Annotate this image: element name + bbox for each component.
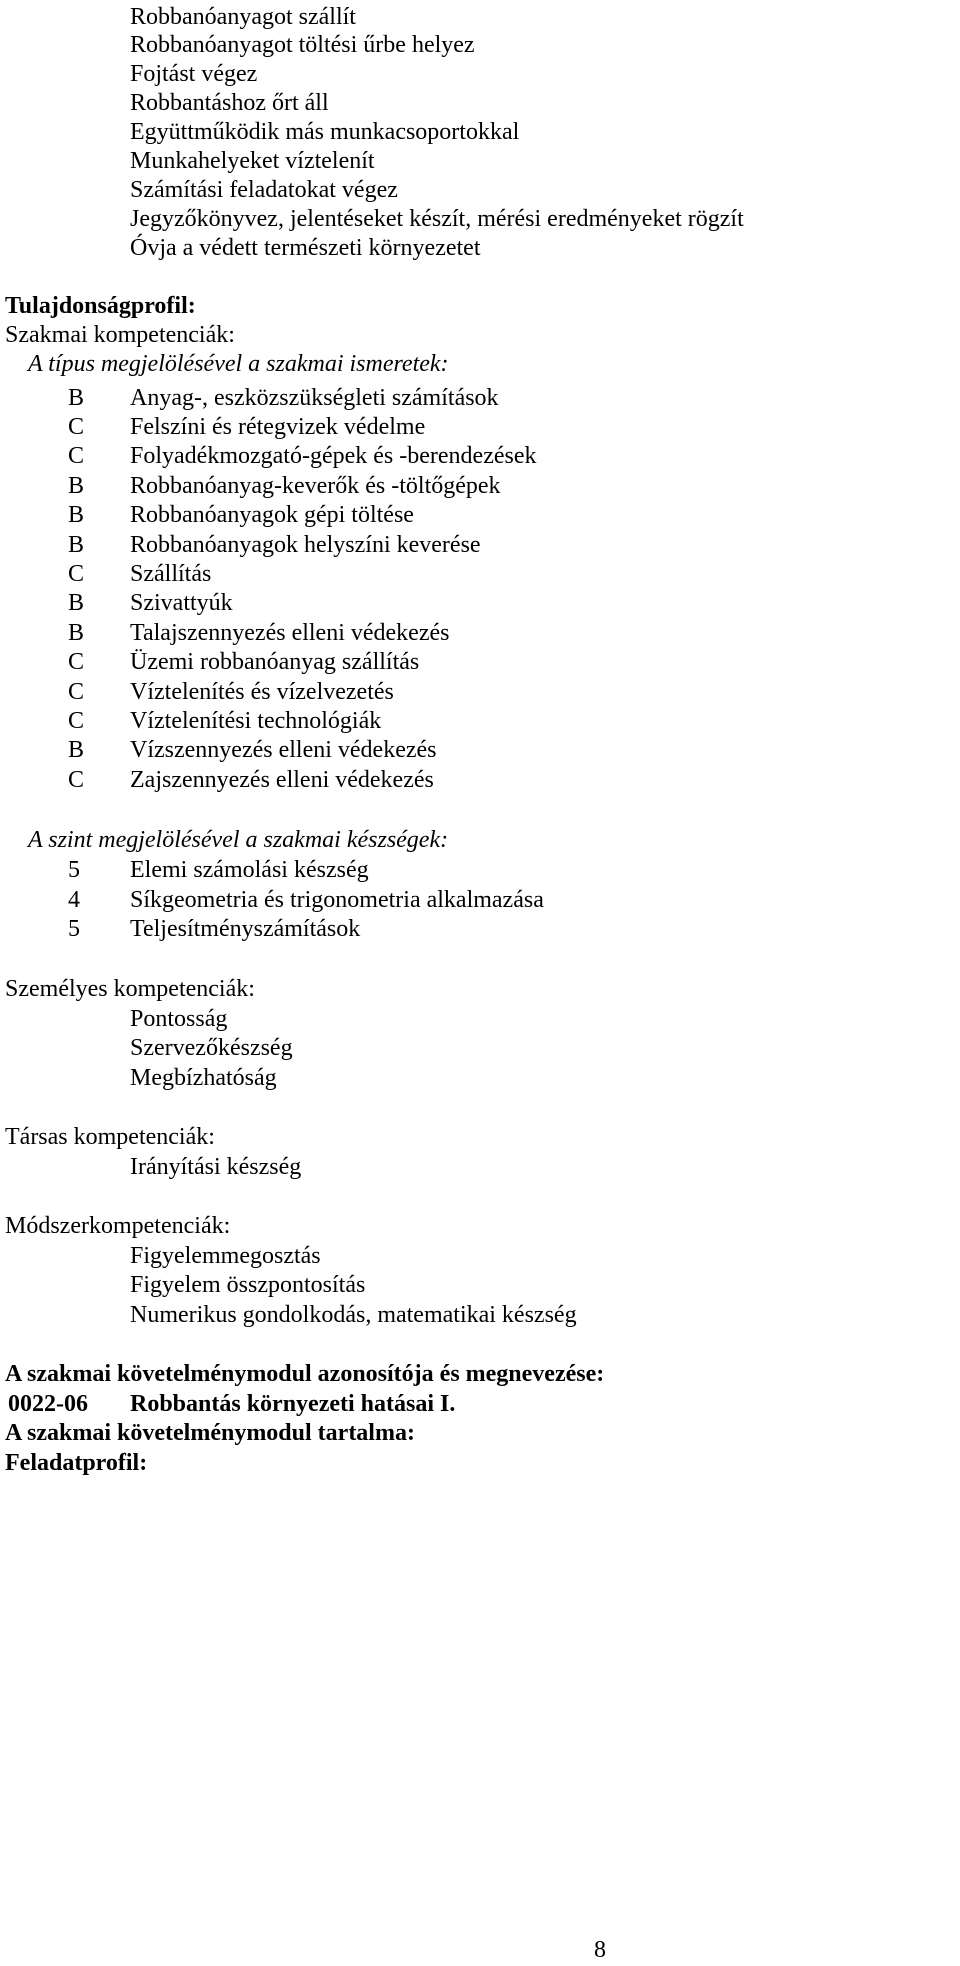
knowledge-row [0,677,960,707]
skill-level: 5 [68,857,80,883]
knowledge-row [0,441,960,471]
knowledge-text: Robbanóanyagok gépi töltése [130,502,414,528]
knowledge-text: Vízszennyezés elleni védekezés [130,737,437,763]
knowledge-type: C [68,767,85,793]
knowledge-type: B [68,620,85,646]
knowledge-type: B [68,590,85,616]
task-item: Óvja a védett természeti környezetet [130,235,481,261]
personal-competency: Pontosság [130,1006,228,1032]
social-competencies-heading: Társas kompetenciák: [5,1124,215,1150]
task-item: Fojtást végez [130,61,258,87]
method-competency: Figyelemmegosztás [130,1243,321,1269]
personal-competencies-heading: Személyes kompetenciák: [5,976,255,1002]
skill-level: 4 [68,887,80,913]
task-item: Robbanóanyagot szállít [130,4,356,30]
page-number: 8 [594,1937,606,1963]
skill-row [0,885,960,915]
method-competency: Figyelem összpontosítás [130,1272,366,1298]
knowledge-text: Víztelenítési technológiák [130,708,382,734]
knowledge-text: Folyadékmozgató-gépek és -berendezések [130,443,537,469]
knowledge-row [0,500,960,530]
personal-competency: Szervezőkészség [130,1035,293,1061]
knowledge-row [0,383,960,413]
knowledge-row [0,765,960,795]
profile-heading: Tulajdonságprofil: [5,293,196,319]
knowledge-type: B [68,502,85,528]
knowledge-text: Anyag-, eszközszükségleti számítások [130,385,499,411]
knowledge-text: Szivattyúk [130,590,233,616]
knowledge-type: C [68,679,85,705]
knowledge-text: Üzemi robbanóanyag szállítás [130,649,420,675]
task-profile-heading: Feladatprofil: [5,1450,148,1476]
task-item: Robbanóanyagot töltési űrbe helyez [130,32,475,58]
knowledge-row [0,530,960,560]
knowledge-row [0,412,960,442]
knowledge-row [0,706,960,736]
skill-text: Teljesítményszámítások [130,916,361,942]
knowledge-heading: A típus megjelölésével a szakmai ismeretek: [28,351,449,377]
method-competencies-heading: Módszerkompetenciák: [5,1213,231,1239]
knowledge-type: B [68,473,85,499]
knowledge-text: Víztelenítés és vízelvezetés [130,679,394,705]
module-code: 0022-06 [8,1391,88,1417]
task-item: Együttműködik más munkacsoportokkal [130,119,520,145]
knowledge-text: Robbanóanyag-keverők és -töltőgépek [130,473,501,499]
module-name: Robbantás környezeti hatásai I. [130,1391,456,1417]
skill-row [0,914,960,944]
module-content-heading: A szakmai követelménymodul tartalma: [5,1420,415,1446]
skills-heading: A szint megjelölésével a szakmai készségek: [28,827,449,853]
knowledge-type: B [68,385,85,411]
skill-text: Síkgeometria és trigonometria alkalmazása [130,887,544,913]
knowledge-type: C [68,443,85,469]
knowledge-type: C [68,708,85,734]
knowledge-row [0,647,960,677]
professional-competencies-heading: Szakmai kompetenciák: [5,322,235,348]
knowledge-type: C [68,414,85,440]
module-title [0,1389,960,1419]
task-item: Számítási feladatokat végez [130,177,398,203]
task-item: Jegyzőkönyvez, jelentéseket készít, mérési eredményeket rögzít [130,206,744,232]
knowledge-row [0,559,960,589]
knowledge-type: B [68,737,85,763]
knowledge-text: Robbanóanyagok helyszíni keverése [130,532,481,558]
task-item: Munkahelyeket víztelenít [130,148,375,174]
knowledge-type: C [68,649,85,675]
knowledge-row [0,588,960,618]
module-id-heading: A szakmai követelménymodul azonosítója és megnevezése: [5,1361,605,1387]
knowledge-type: B [68,532,85,558]
knowledge-row [0,618,960,648]
knowledge-text: Zajszennyezés elleni védekezés [130,767,434,793]
method-competency: Numerikus gondolkodás, matematikai készség [130,1302,577,1328]
task-item: Robbantáshoz őrt áll [130,90,329,116]
skill-text: Elemi számolási készség [130,857,369,883]
knowledge-type: C [68,561,85,587]
knowledge-text: Talajszennyezés elleni védekezés [130,620,450,646]
social-competency: Irányítási készség [130,1154,302,1180]
skill-row [0,855,960,885]
knowledge-row [0,471,960,501]
skill-level: 5 [68,916,80,942]
knowledge-text: Szállítás [130,561,212,587]
knowledge-text: Felszíni és rétegvizek védelme [130,414,426,440]
personal-competency: Megbízhatóság [130,1065,277,1091]
knowledge-row [0,735,960,765]
